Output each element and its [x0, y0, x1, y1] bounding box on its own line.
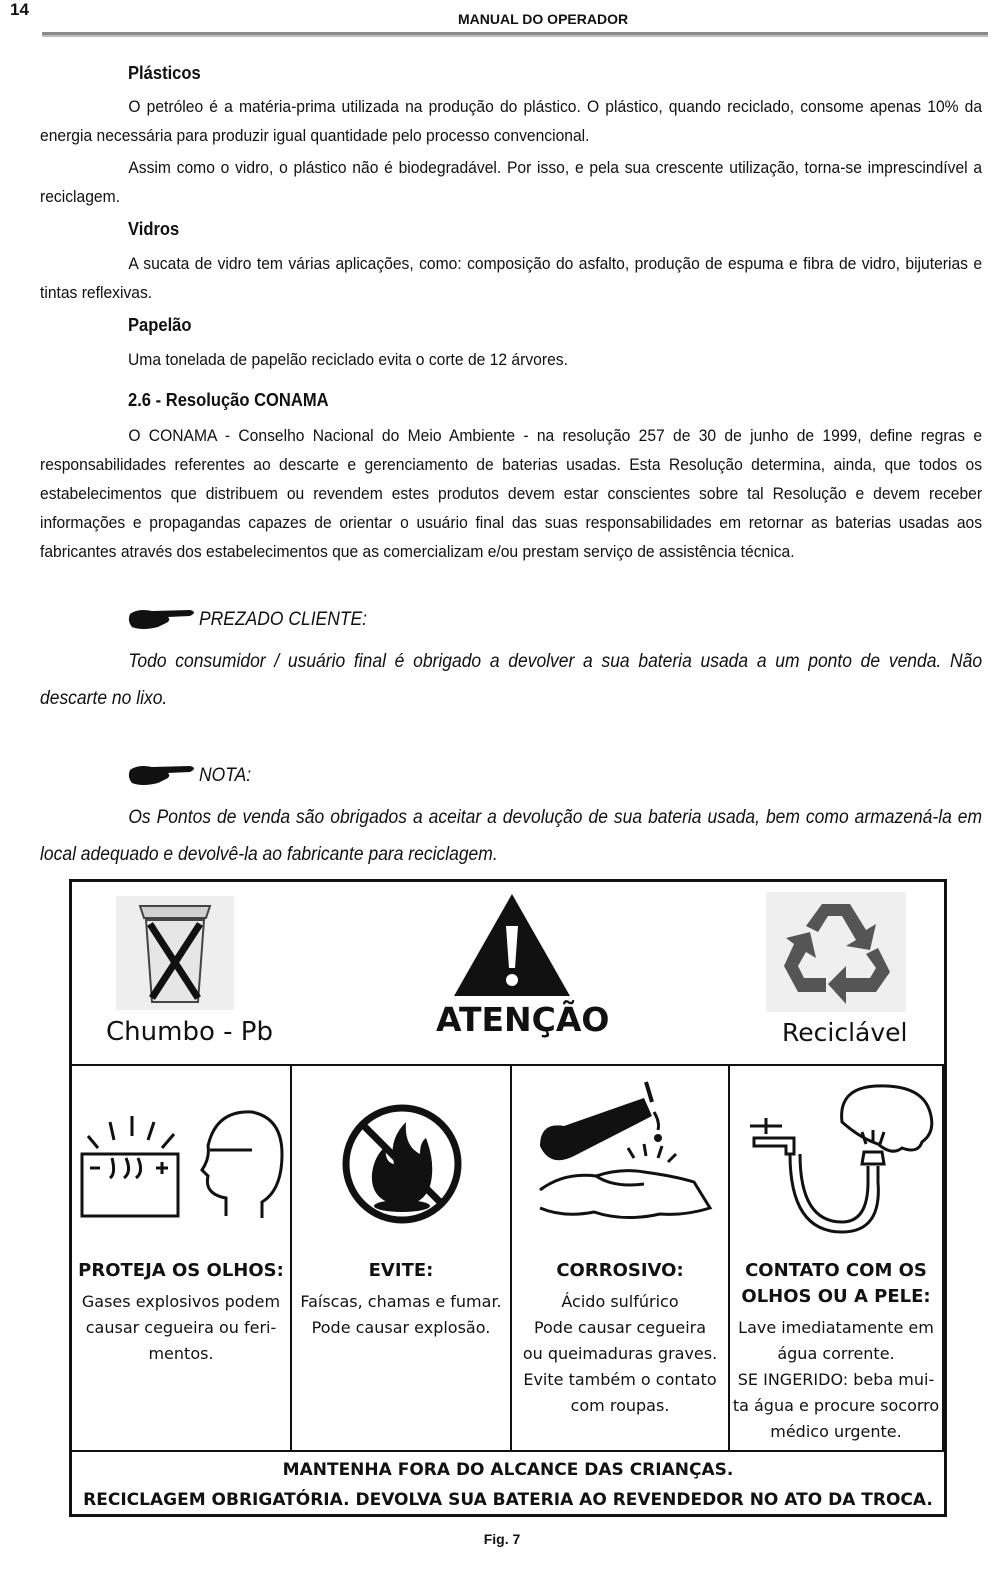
chumbo-label: Chumbo - Pb — [106, 1017, 273, 1047]
col3-line-2: Pode causar cegueira — [533, 1318, 707, 1337]
col4-line-2: água corrente. — [777, 1344, 895, 1363]
footer-line-1: MANTENHA FORA DO ALCANCE DAS CRIANÇAS. — [282, 1460, 734, 1480]
note-label-nota: NOTA: — [199, 765, 252, 786]
paragraph-plasticos-1: O petróleo é a matéria-prima utilizada na produção do plástico. O plástico, quando reciclado, consome apenas 10% da energia necessária para produzir igual quantidade pelo processo convencional. — [40, 97, 983, 145]
crossed-bin-icon — [110, 894, 240, 1012]
col3-line-1: Ácido sulfúrico — [561, 1292, 679, 1311]
col4-line-5: médico urgente. — [770, 1422, 902, 1441]
pointing-hand-icon — [128, 764, 198, 786]
pointing-hand-icon — [128, 608, 198, 630]
col1-line-2: causar cegueira ou feri- — [85, 1318, 277, 1337]
panel-evite — [292, 1066, 512, 1450]
col1-title: PROTEJA OS OLHOS: — [78, 1260, 284, 1281]
col4-line-1: Lave imediatamente em — [738, 1318, 934, 1337]
figure-caption: Fig. 7 — [483, 1531, 521, 1547]
header-title: MANUAL DO OPERADOR — [458, 11, 629, 27]
col4-line-4: ta água e procure socorro — [732, 1396, 940, 1415]
col3-line-4: Evite também o contato — [523, 1370, 717, 1389]
paragraph-plasticos-2: Assim como o vidro, o plástico não é biodegradável. Por isso, e pela sua crescente utilização, torna-se imprescindível a reciclagem. — [40, 158, 983, 206]
page-number: 14 — [10, 0, 29, 19]
paragraph-conama: O CONAMA - Conselho Nacional do Meio Ambiente - na resolução 257 de 30 de junho de 1999, define regras e responsabilidades referentes ao descarte e gerenciamento de baterias usadas. Esta Resolução determina, ainda, que todos os estabelecimentos que distribuem ou revendem estes produtos devem estar conscientes sobre tal Resolução e devem receber informações e propagandas capazes de orientar o usuário final das suas responsabilidades em retornar as baterias usadas aos fabricantes através dos estabelecimentos que as comercializam e/ou prestam serviço de assistência técnica. — [40, 426, 983, 561]
eye-wash-faucet-icon — [742, 1082, 938, 1238]
header-rule — [42, 32, 988, 37]
figure-footer — [72, 1450, 944, 1514]
col1-line-1: Gases explosivos podem — [81, 1292, 281, 1311]
corrosive-hand-icon — [534, 1072, 714, 1236]
reciclavel-label: Reciclável — [782, 1018, 908, 1047]
battery-eye-hazard-icon — [76, 1106, 288, 1234]
col2-line-2: Pode causar explosão. — [311, 1318, 491, 1337]
no-flame-icon — [340, 1102, 464, 1226]
recycle-icon — [766, 892, 906, 1012]
section-title-papelao: Papelão — [128, 315, 192, 335]
col3-line-3: ou queimaduras graves. — [522, 1344, 718, 1363]
paragraph-papelao: Uma tonelada de papelão reciclado evita o corte de 12 árvores. — [128, 350, 568, 369]
footer-line-2: RECICLAGEM OBRIGATÓRIA. DEVOLVA SUA BATERIA AO REVENDEDOR NO ATO DA TROCA. — [83, 1490, 933, 1510]
col4-title-line-1: CONTATO COM OS — [745, 1260, 927, 1281]
paragraph-vidros: A sucata de vidro tem várias aplicações, como: composição do asfalto, produção de espuma e fibra de vidro, bijuterias e tintas reflexivas. — [40, 254, 983, 302]
col2-title: EVITE: — [368, 1260, 434, 1281]
panel-contato-olhos — [730, 1066, 944, 1450]
col2-line-1: Faíscas, chamas e fumar. — [300, 1292, 502, 1311]
warning-triangle-icon — [452, 892, 572, 1000]
section-title-conama: 2.6 - Resolução CONAMA — [128, 390, 329, 410]
col3-title: CORROSIVO: — [556, 1260, 684, 1281]
note-label-prezado-cliente: PREZADO CLIENTE: — [199, 609, 368, 630]
col3-line-5: com roupas. — [570, 1396, 670, 1415]
safety-warning-figure — [69, 879, 947, 1517]
col4-line-3: SE INGERIDO: beba mui- — [737, 1370, 935, 1389]
section-title-vidros: Vidros — [128, 219, 180, 239]
col1-line-3: mentos. — [148, 1344, 214, 1363]
panel-corrosivo — [512, 1066, 730, 1450]
figure-top-panel — [72, 882, 944, 1066]
note-text-prezado-cliente: Todo consumidor / usuário final é obrigado a devolver a sua bateria usada a um ponto de venda. Não descarte no lixo. — [40, 651, 983, 709]
section-title-plasticos: Plásticos — [128, 63, 201, 83]
note-text-nota: Os Pontos de venda são obrigados a aceitar a devolução de sua bateria usada, bem como armazená-la em local adequado e devolvê-la ao fabricante para reciclagem. — [40, 807, 983, 865]
atencao-label: ATENÇÃO — [436, 1000, 610, 1039]
panel-proteja-olhos — [72, 1066, 292, 1450]
col4-title-line-2: OLHOS OU A PELE: — [741, 1286, 931, 1307]
